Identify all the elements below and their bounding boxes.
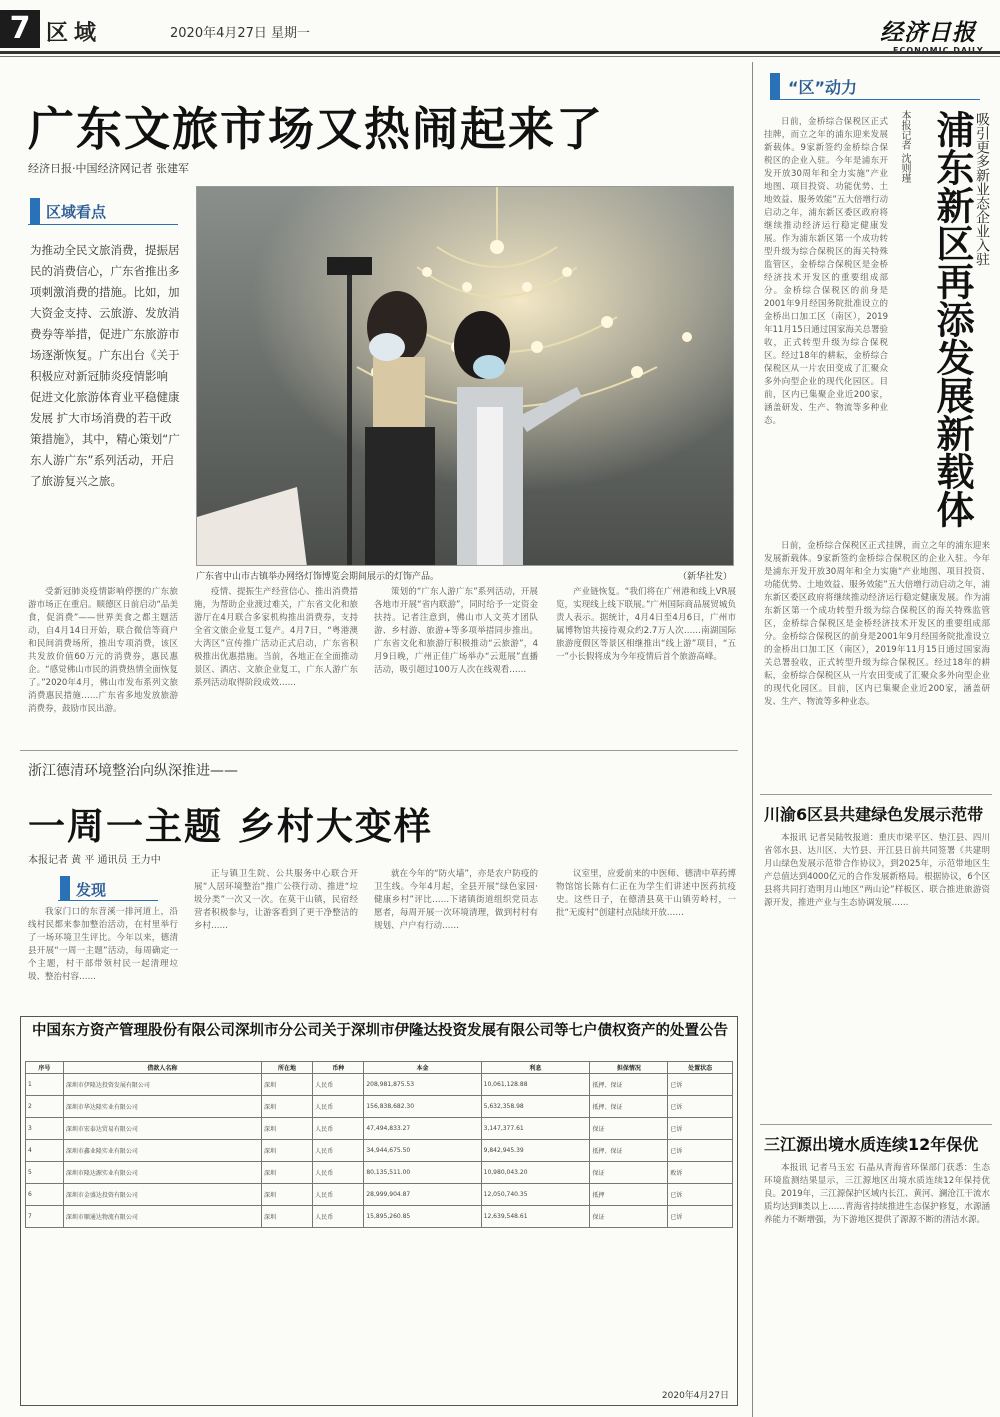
story3-body: 本报讯 记者马玉宏 石晶从青海省环保部门获悉：生态环境监测结果显示，三江源地区出境水质连续12年保持优良。2019年，三江源保护区域内长江、黄河、澜沧江干流水质均达到Ⅱ类以上……青海省持续推进生态保护修复，水源涵养能力不断增强，为下游地区提供了源源不断的清洁水源。 (764, 1163, 990, 1225)
news-photo (196, 186, 734, 566)
section-name: 区域 (46, 21, 103, 46)
discovery-tag (60, 876, 160, 900)
notice-cell: 人民币 (313, 1074, 364, 1096)
notice-cell: 深圳市华达隆实业有限公司 (63, 1096, 261, 1118)
issue-date: 2020年4月27日 星期一 (170, 26, 311, 41)
story2-body: 本报讯 记者吴陆牧报道：重庆市梁平区、垫江县、四川省邻水县、达川区、大竹县、开江县日前共同签署《共建明月山绿色发展示范带合作协议》，到2025年，示范带地区生产总值达到4000亿元的合作发展新格局。根据协议，6个区县将共同打造明月山地区“两山论”样板区、联合推进旅游资源开发，推进产业与生态协调发展…… (764, 833, 990, 908)
second-column-1: 我家门口的东苕溪一排河道上，沿线村民都来参加整治活动，在村里举行了一场环境卫生评比。今年以来，德清县开展“一周一主题”活动，每周确定一个主题，村干部带领村民一起清理垃圾、整治村容…… (28, 907, 178, 982)
second-column-2: 正与镇卫生院、公共服务中心联合开展“人居环境整治”推广公筷行动、推进“垃圾分类”一次又一次。在莫干山镇，民宿经营者积极参与，让游客看到了更干净整洁的乡村…… (194, 869, 358, 931)
pudong-subtitle: 吸引更多新业态企业入驻 (974, 112, 990, 266)
notice-header-row (26, 1062, 733, 1074)
main-column-3: 策划的“广东人游广东”系列活动，开展各地市开展“省内联游”，同时给予一定资金扶持。记者注意到，佛山市人文英才团队游、乡村游、旅游+等多项举措同步推出。广东省文化和旅游厅积极推动“云旅游”，4月9日晚，广州正佳广场举办“云逛展”直播活动，吸引超过100万人次在线观看…… (374, 587, 538, 675)
notice-cell: 34,944,675.50 (364, 1140, 481, 1162)
notice-cell: 人民币 (313, 1206, 364, 1228)
notice-cell: 深圳市鑫业隆实业有限公司 (63, 1140, 261, 1162)
notice-cell: 深圳 (261, 1140, 312, 1162)
notice-cell: 深圳市金盛达投资有限公司 (63, 1184, 261, 1206)
notice-cell: 3 (26, 1118, 64, 1140)
notice-cell: 深圳 (261, 1074, 312, 1096)
notice-cell: 保证 (590, 1162, 668, 1184)
main-column-4: 产业链恢复。“我们将在广州港和线上VR展览，实现线上线下联展。”广州国际商品展贸城负责人表示。据统计，4月4日至4月6日，广州市属博物馆共接待观众约2.7万人次……南湖国际旅游度假区等景区相继推出“线上游”项目，“五一”小长假将成为今年疫情后首个旅游高峰。 (556, 587, 736, 662)
notice-cell: 保证 (590, 1118, 668, 1140)
notice-cell: 10,980,043.20 (481, 1162, 590, 1184)
notice-cell: 10,061,128.88 (481, 1074, 590, 1096)
col-header: 借款人名称 (63, 1062, 261, 1074)
masthead-rule-thin (0, 56, 1000, 57)
tag-bar-icon (770, 73, 780, 99)
tag-underline (58, 900, 158, 901)
notice-cell: 深圳 (261, 1118, 312, 1140)
main-column-1: 受新冠肺炎疫情影响停摆的广东旅游市场正在重启。顺德区日前启动“品美食，促消费”——世界美食之都主题活动，自4月14日开始，联合微信等商户和民间消费场所，推出专项消费，该区共发放价值60万元的消费券，惠民惠企。“感觉佛山市民的消费热情全面恢复了。”2020年4月，佛山市发布系列文旅消费惠民措施……广东省多地发放旅游消费券，鼓励市民出游。 (28, 587, 178, 714)
notice-cell: 人民币 (313, 1118, 364, 1140)
column-divider (752, 62, 753, 1417)
notice-row (26, 1140, 733, 1162)
notice-cell: 47,494,833.27 (364, 1118, 481, 1140)
notice-cell: 28,999,904.87 (364, 1184, 481, 1206)
second-headline: 一周一主题 乡村大变样 (28, 805, 433, 848)
notice-cell: 6 (26, 1184, 64, 1206)
notice-row (26, 1206, 733, 1228)
pudong-reporter: 本报记者 沈则瑾 (899, 110, 910, 184)
photo-caption (196, 569, 734, 582)
notice-cell: 1 (26, 1074, 64, 1096)
notice-cell: 12,639,548.61 (481, 1206, 590, 1228)
col-header: 所在地 (261, 1062, 312, 1074)
notice-cell: 5,632,358.98 (481, 1096, 590, 1118)
asset-disposal-notice (20, 1016, 738, 1406)
notice-cell: 抵押、保证 (590, 1074, 668, 1096)
notice-row (26, 1118, 733, 1140)
main-column-2: 疫情、提振生产经营信心、推出消费措施，为帮助企业渡过难关，广东省文化和旅游厅在4月联合多家机构推出消费券，支持全省文旅企业复工复产。4月7日，“粤港澳大湾区”宣传推广活动正式启动，广东省积极推出优惠措施。当前，各地正在全面推动景区、酒店、文旅企业复工，广东人游广东系列活动取得阶段成效…… (194, 587, 358, 688)
pudong-body-top: 日前，金桥综合保税区正式挂牌，而立之年的浦东迎来发展新载体。9家新签约金桥综合保税区的企业入驻。今年是浦东开发开放30周年和全力实施“产业地图、项目投资、功能优势、土地效益、服务效能”五大倍增行动启动之年，浦东新区委区政府将继续推动经济运行稳定健康发展。作为浦东新区第一个成功转型升级为综合保税区的海关特殊监管区，金桥综合保税区是金桥经济技术开发区的重要组成部分。金桥综合保税区的前身是2001年9月经国务院批准设立的金桥出口加工区（南区），2019年11月15日通过国家海关总署验收，正式转型升级为综合保税区。经过18年的耕耘，金桥综合保税区从一片农田变成了汇聚众多外向型企业的现代化园区。目前，区内已集聚企业近200家，涵盖研发、生产、物流等多种业态。 (764, 117, 888, 426)
col-header: 币种 (313, 1062, 364, 1074)
notice-cell: 保证 (590, 1206, 668, 1228)
tag-bar-icon (30, 198, 40, 224)
col-header: 本金 (364, 1062, 481, 1074)
tag-bar-icon (60, 876, 70, 900)
notice-cell: 5 (26, 1162, 64, 1184)
second-column-3: 就在今年的“防火墙”，亦是农户防疫的卫生线。今年4月起，全县开展“绿色家园·健康乡村”评比……下诸镇街道组织党员志愿者，每周开展一次环境清理，做到村村有规划、户户有行动…… (374, 869, 538, 931)
notice-cell: 2 (26, 1096, 64, 1118)
notice-cell: 80,135,511.00 (364, 1162, 481, 1184)
photo-illustration (197, 187, 734, 566)
notice-cell: 12,050,740.35 (481, 1184, 590, 1206)
caption-text: 广东省中山市古镇举办网络灯饰博览会期间展示的灯饰产品。 (196, 572, 440, 582)
notice-cell: 已诉 (668, 1074, 733, 1096)
notice-cell: 深圳 (261, 1206, 312, 1228)
right-divider-1 (760, 794, 992, 795)
main-headline: 广东文旅市场又热闹起来了 (28, 102, 604, 156)
notice-cell: 深圳 (261, 1162, 312, 1184)
notice-cell: 3,147,377.61 (481, 1118, 590, 1140)
notice-table (25, 1061, 733, 1228)
notice-cell: 败诉 (668, 1162, 733, 1184)
notice-row (26, 1184, 733, 1206)
pudong-body-bottom: 日前，金桥综合保税区正式挂牌，而立之年的浦东迎来发展新载体。9家新签约金桥综合保税区的企业入驻。今年是浦东开发开放30周年和全力实施“产业地图、项目投资、功能优势、土地效益、服务效能”五大倍增行动启动之年，浦东新区委区政府将继续推动经济运行稳定健康发展。作为浦东新区第一个成功转型升级为综合保税区的海关特殊监管区，金桥综合保税区是金桥经济技术开发区的重要组成部分。金桥综合保税区的前身是2001年9月经国务院批准设立的金桥出口加工区（南区），2019年11月15日通过国家海关总署验收，正式转型升级为综合保税区。经过18年的耕耘，金桥综合保税区从一片农田变成了汇聚众多外向型企业的现代化园区。目前，区内已集聚企业近200家，涵盖研发、生产、物流等多种业态。 (764, 541, 990, 707)
story3-title: 三江源出境水质连续12年保优 (764, 1135, 979, 1154)
notice-cell: 人民币 (313, 1184, 364, 1206)
right-divider-2 (760, 1124, 992, 1125)
notice-cell: 人民币 (313, 1096, 364, 1118)
col-header: 担保情况 (590, 1062, 668, 1074)
tag-underline (28, 224, 178, 225)
tag-underline (770, 99, 980, 100)
notice-cell: 深圳 (261, 1096, 312, 1118)
newspaper-logo: 经济日报 (880, 19, 976, 46)
notice-cell: 已诉 (668, 1118, 733, 1140)
notice-cell: 156,838,682.30 (364, 1096, 481, 1118)
story-divider (20, 750, 738, 751)
notice-cell: 深圳市宏泰达贸易有限公司 (63, 1118, 261, 1140)
notice-cell: 已诉 (668, 1184, 733, 1206)
intro-text: 为推动全民文旅消费，提振居民的消费信心，广东省推出多项刺激消费的措施。比如，加大资金支持、云旅游、发放消费券等举措，促进广东旅游市场逐渐恢复。广东出台《关于积极应对新冠肺炎疫情影响 促进文化旅游体育业平稳健康发展 扩大市场消费的若干政策措施》，其中，精心策划“广东人游广东”系列活动，开启了旅游复兴之旅。 (30, 243, 180, 488)
notice-date: 2020年4月27日 (661, 1391, 729, 1401)
page-number: 7 (0, 10, 40, 48)
photo-credit: （新华社发） (677, 572, 732, 582)
notice-cell: 抵押、保证 (590, 1140, 668, 1162)
notice-row (26, 1162, 733, 1184)
tag-label: 区域看点 (46, 203, 107, 221)
notice-row (26, 1074, 733, 1096)
notice-cell: 15,895,260.85 (364, 1206, 481, 1228)
second-column-4: 议室里，应爱前来的中医师、德清中草药博物馆馆长陈有仁正在为学生们讲述中医药抗疫史。这些日子，在德清县莫干山镇劳岭村，一批“无废村”创建村点陆续开放…… (556, 869, 736, 918)
notice-row (26, 1096, 733, 1118)
notice-cell: 已诉 (668, 1140, 733, 1162)
col-header: 处置状态 (668, 1062, 733, 1074)
notice-cell: 人民币 (313, 1162, 364, 1184)
notice-cell: 深圳市隆达源实业有限公司 (63, 1162, 261, 1184)
second-kicker: 浙江德清环境整治向纵深推进—— (28, 763, 238, 779)
notice-cell: 深圳市顺通达物流有限公司 (63, 1206, 261, 1228)
notice-title: 中国东方资产管理股份有限公司深圳市分公司关于深圳市伊隆达投资发展有限公司等七户债权资产的处置公告 (32, 1023, 728, 1039)
region-highlight-tag (30, 198, 148, 224)
district-momentum-tag (770, 73, 980, 99)
notice-cell: 抵押、保证 (590, 1096, 668, 1118)
pudong-headline: 浦东新区再添发展新载体 (930, 110, 974, 528)
notice-cell: 9,842,945.39 (481, 1140, 590, 1162)
second-byline: 本报记者 黄 平 通讯员 王力中 (28, 855, 161, 866)
notice-cell: 7 (26, 1206, 64, 1228)
masthead-rule (0, 51, 1000, 54)
notice-cell: 深圳 (261, 1184, 312, 1206)
tag-label: 发现 (76, 881, 107, 899)
notice-cell: 208,981,875.53 (364, 1074, 481, 1096)
story2-title: 川渝6区县共建绿色发展示范带 (764, 805, 984, 824)
notice-cell: 4 (26, 1140, 64, 1162)
main-byline: 经济日报·中国经济网记者 张建军 (28, 162, 189, 175)
tag-label: “区”动力 (788, 78, 858, 97)
notice-cell: 深圳市伊隆达投资发展有限公司 (63, 1074, 261, 1096)
notice-cell: 人民币 (313, 1140, 364, 1162)
notice-cell: 已诉 (668, 1206, 733, 1228)
notice-cell: 抵押 (590, 1184, 668, 1206)
col-header: 利息 (481, 1062, 590, 1074)
notice-cell: 已诉 (668, 1096, 733, 1118)
col-header: 序号 (26, 1062, 64, 1074)
